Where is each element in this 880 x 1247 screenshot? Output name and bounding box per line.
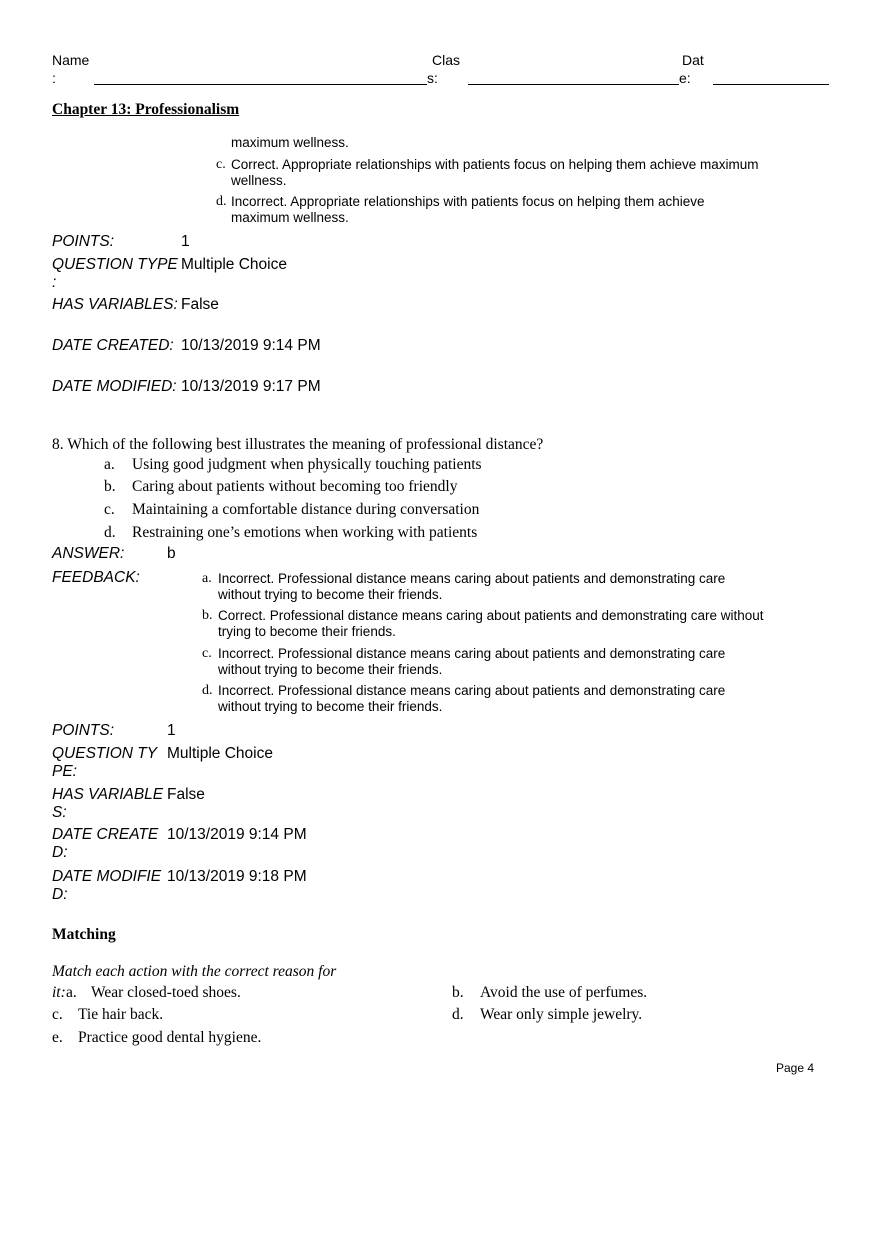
question-type-label-cont: PE: [52,763,77,780]
feedback-text: wellness. [231,173,287,188]
date-modified-label: DATE MODIFIED: [52,378,177,395]
class-field-line[interactable] [468,84,679,85]
date-modified-value: 10/13/2019 9:18 PM [167,868,307,885]
date-created-label: DATE CREATE [52,826,159,843]
points-value: 1 [167,722,176,739]
question-type-label: QUESTION TYPE [52,256,178,273]
option-letter: a. [104,456,115,473]
points-label: POINTS: [52,722,115,739]
class-label: Clas [432,52,461,68]
date-modified-label: DATE MODIFIE [52,868,162,885]
has-variables-label: HAS VARIABLES: [52,296,178,313]
has-variables-value: False [167,786,205,803]
class-colon: s: [427,70,438,86]
matching-item-text: Avoid the use of perfumes. [480,984,648,1001]
option-text: Restraining one’s emotions when working with patients [132,524,478,541]
name-field-line[interactable] [94,84,427,85]
page-number: Page 4 [776,1061,815,1075]
chapter-title: Chapter 13: Professionalism [52,101,240,118]
date-modified-label-cont: D: [52,886,68,903]
date-created-value: 10/13/2019 9:14 PM [167,826,307,843]
feedback-b-continuation: maximum wellness. [231,135,349,150]
feedback-text: trying to become their friends. [218,624,396,639]
option-text: Caring about patients without becoming too friendly [132,478,458,495]
question-type-label-colon: : [52,274,57,291]
date-created-value: 10/13/2019 9:14 PM [181,337,321,354]
feedback-text: Incorrect. Professional distance means caring about patients and demonstrating care [218,571,726,586]
has-variables-value: False [181,296,219,313]
name-label: Name [52,52,90,68]
feedback-text: Correct. Appropriate relationships with patients focus on helping them achieve maximum [231,157,759,172]
date-field-line[interactable] [713,84,829,85]
points-value: 1 [181,233,190,250]
matching-heading: Matching [52,926,116,943]
matching-instruction: Match each action with the correct reason for [52,963,337,980]
date-colon: e: [679,70,691,86]
feedback-text: Correct. Professional distance means caring about patients and demonstrating care without [218,608,764,623]
feedback-letter: c. [216,157,226,172]
option-letter: c. [104,501,115,518]
matching-item-letter: c. [52,1006,63,1023]
feedback-text: without trying to become their friends. [218,587,443,602]
question-type-label: QUESTION TY [52,745,158,762]
feedback-letter: d. [216,194,227,209]
matching-instruction-cont: it: [52,984,66,1001]
feedback-text: without trying to become their friends. [218,662,443,677]
option-text: Using good judgment when physically touching patients [132,456,482,473]
feedback-letter: d. [202,683,213,698]
feedback-text: Incorrect. Appropriate relationships with patients focus on helping them achieve [231,194,705,209]
date-label: Dat [682,52,704,68]
question-stem: 8. Which of the following best illustrates the meaning of professional distance? [52,436,544,453]
has-variables-label-cont: S: [52,804,67,821]
feedback-label: FEEDBACK: [52,569,140,586]
matching-item-text: Wear closed-toed shoes. [91,984,241,1001]
name-colon: : [52,70,56,86]
date-modified-value: 10/13/2019 9:17 PM [181,378,321,395]
has-variables-label: HAS VARIABLE [52,786,164,803]
question-type-value: Multiple Choice [181,256,287,273]
option-letter: d. [104,524,116,541]
feedback-text: without trying to become their friends. [218,699,443,714]
matching-item-letter: e. [52,1029,63,1046]
matching-item-letter: b. [452,984,464,1001]
answer-value: b [167,545,176,562]
answer-label: ANSWER: [52,545,125,562]
feedback-letter: a. [202,571,212,586]
matching-item-text: Wear only simple jewelry. [480,1006,643,1023]
feedback-text: maximum wellness. [231,210,349,225]
matching-item-text: Practice good dental hygiene. [78,1029,262,1046]
feedback-text: Incorrect. Professional distance means caring about patients and demonstrating care [218,683,726,698]
matching-item-text: Tie hair back. [78,1006,164,1023]
matching-item-letter: d. [452,1006,464,1023]
option-text: Maintaining a comfortable distance during conversation [132,501,480,518]
date-created-label: DATE CREATED: [52,337,174,354]
date-created-label-cont: D: [52,844,68,861]
feedback-letter: c. [202,646,212,661]
question-type-value: Multiple Choice [167,745,273,762]
option-letter: b. [104,478,116,495]
matching-item-letter: a. [66,984,77,1001]
points-label: POINTS: [52,233,115,250]
feedback-text: Incorrect. Professional distance means caring about patients and demonstrating care [218,646,726,661]
feedback-letter: b. [202,608,213,623]
